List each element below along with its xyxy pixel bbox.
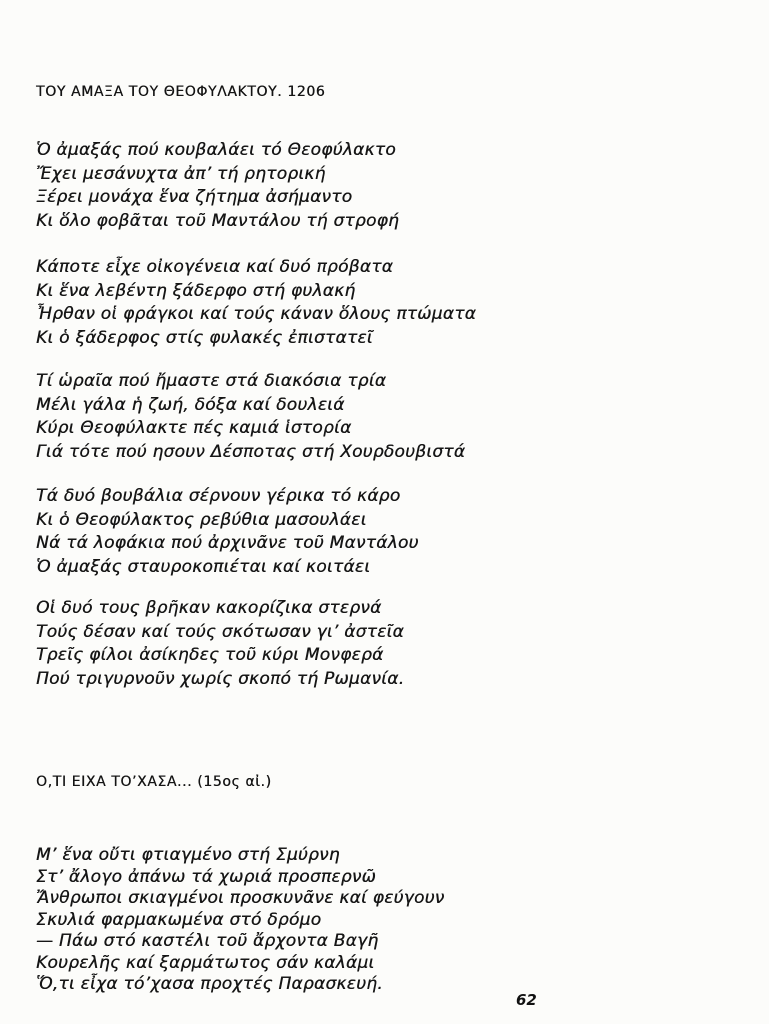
poem-title-amaxas: ΤΟΥ ΑΜΑΞΑ ΤΟΥ ΘΕΟΦΥΛΑΚΤΟΥ. 1206 <box>36 84 326 100</box>
poem-line: Τρεῖς φίλοι ἀσίκηδες τοῦ κύρι Μονφερά <box>36 645 384 665</box>
poem-line: Ξέρει μονάχα ἕνα ζήτημα ἀσήμαντο <box>36 187 353 207</box>
poem1-stanza-1 <box>36 139 399 233</box>
poem-line: Στ’ ἄλογο ἀπάνω τά χωριά προσπερνῶ <box>36 866 377 887</box>
poem-line: Μέλι γάλα ἡ ζωή, δόξα καί δουλειά <box>36 394 345 415</box>
poem-line: Ἦρθαν οἱ φράγκοι καί τούς κάναν ὅλους πτώματα <box>36 304 477 324</box>
poem-line: Κι ἕνα λεβέντη ξάδερφο στή φυλακή <box>36 280 356 301</box>
poem-line: Ὁ ἀμαξάς σταυροκοπιέται καί κοιτάει <box>36 556 371 577</box>
poem-line: Οἱ δυό τους βρῆκαν κακορίζικα στερνά <box>36 598 382 618</box>
poem-line: Ἔχει μεσάνυχτα ἀπ’ τή ρητορική <box>36 163 326 184</box>
poem-line: Τί ὡραῖα πού ἤμαστε στά διακόσια τρία <box>36 371 387 391</box>
poem-line: Κύρι Θεοφύλακτε πές καμιά ἱστορία <box>36 418 352 438</box>
poem1-stanza-3 <box>36 370 465 464</box>
poem2-stanza-1 <box>36 845 444 996</box>
poem-line: Σκυλιά φαρμακωμένα στό δρόμο <box>36 909 322 930</box>
poem-line: Ὁ ἀμαξάς πού κουβαλάει τό Θεοφύλακτο <box>36 140 396 160</box>
poem-line: Κι ὁ Θεοφύλακτος ρεβύθια μασουλάει <box>36 509 367 530</box>
poem-title-oti-eixa: Ο,ΤΙ ΕΙΧΑ ΤΟ’ΧΑΣΑ... (15ος αἰ.) <box>36 774 272 790</box>
poem-line: Ἄνθρωποι σκιαγμένοι προσκυνᾶνε καί φεύγουν <box>36 888 445 908</box>
poem-line: — Πάω στό καστέλι τοῦ ἄρχοντα Βαγῆ <box>36 931 379 951</box>
poem-line: Τά δυό βουβάλια σέρνουν γέρικα τό κάρο <box>36 486 401 506</box>
poem-line: Ὅ,τι εἶχα τό’χασα προχτές Παρασκευή. <box>36 974 383 994</box>
poem-line: Κι ὅλο φοβᾶται τοῦ Μαντάλου τή στροφή <box>36 210 400 231</box>
poem-line: Πού τριγυρνοῦν χωρίς σκοπό τή Ρωμανία. <box>36 668 405 689</box>
poem-line: Κάποτε εἶχε οἰκογένεια καί δυό πρόβατα <box>36 257 394 277</box>
poem-line: Κουρελῆς καί ξαρμάτωτος σάν καλάμι <box>36 952 375 973</box>
poem-line: Γιά τότε πού ησουν Δέσποτας στή Χουρδουβιστά <box>36 441 466 462</box>
page-number: 62 <box>516 991 537 1009</box>
poem1-stanza-4 <box>36 485 419 579</box>
poem-line: Τούς δέσαν καί τούς σκότωσαν γι’ ἀστεῖα <box>36 621 404 642</box>
poem-line: Μ’ ἕνα οὔτι φτιαγμένο στή Σμύρνη <box>36 845 340 865</box>
poem-line: Κι ὁ ξάδερφος στίς φυλακές ἐπιστατεῖ <box>36 327 373 348</box>
poem1-stanza-2 <box>36 256 476 350</box>
poem-line: Νά τά λοφάκια πού ἀρχινᾶνε τοῦ Μαντάλου <box>36 533 419 553</box>
poem1-stanza-5 <box>36 597 404 691</box>
